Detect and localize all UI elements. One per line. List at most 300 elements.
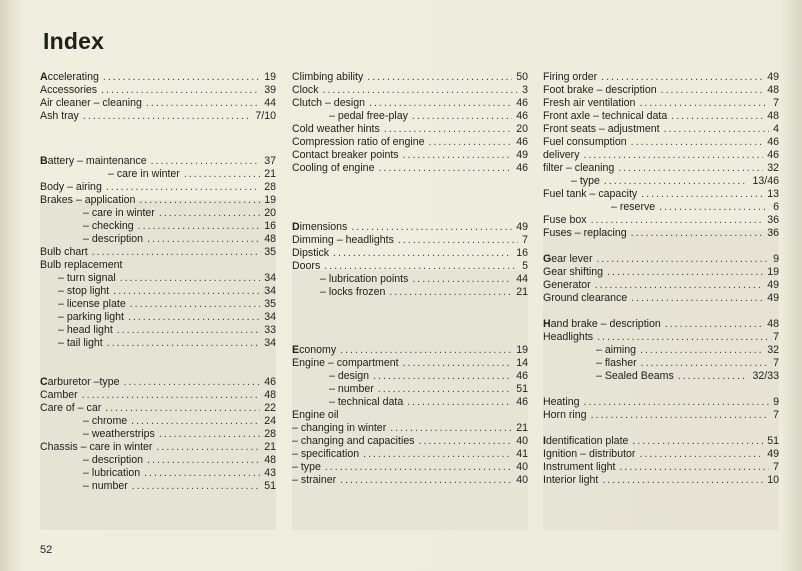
leader-dots (601, 71, 763, 84)
index-entry-page: 33 (264, 324, 276, 336)
index-group (40, 71, 276, 123)
entry-text: Ground clearance (543, 292, 628, 304)
index-entry (40, 402, 276, 415)
leader-dots (678, 370, 749, 383)
entry-text: – turn signal (58, 272, 116, 284)
index-entry-label (58, 311, 124, 324)
index-entry (292, 97, 528, 110)
section-letter: E (292, 344, 300, 356)
leader-dots (139, 194, 260, 207)
index-entry (543, 123, 779, 136)
entry-text: – stop light (58, 285, 110, 297)
entry-text: Generator (543, 279, 591, 291)
entry-text: Interior light (543, 474, 599, 486)
section-letter: H (543, 318, 551, 330)
entry-text: and brake – description (550, 318, 661, 330)
section-letter: B (40, 155, 48, 167)
index-entry-label (543, 279, 591, 292)
leader-dots (144, 467, 260, 480)
entry-text: Heating (543, 396, 580, 408)
index-entry-label (292, 136, 425, 149)
index-entry (292, 273, 528, 286)
leader-dots (147, 233, 260, 246)
leader-dots (659, 201, 769, 214)
index-entry-label (543, 461, 615, 474)
index-entry-label (40, 181, 102, 194)
index-entry-label (292, 84, 319, 97)
index-entry (543, 331, 779, 344)
entry-text: imensions (299, 221, 348, 233)
index-entry-page: 36 (767, 227, 779, 239)
leader-dots (403, 149, 513, 162)
index-entry-page: 32 (767, 344, 779, 356)
index-entry-page: 40 (516, 461, 528, 473)
index-entry (40, 97, 276, 110)
index-entry-label (329, 110, 408, 123)
index-entry (292, 409, 528, 422)
index-entry-page: 49 (516, 221, 528, 233)
index-entry-label (292, 247, 329, 260)
index-entry-label (543, 396, 580, 409)
index-entry-page: 48 (264, 233, 276, 245)
index-entry-label (292, 344, 336, 357)
index-entry-page: 46 (767, 136, 779, 148)
leader-dots (384, 123, 512, 136)
leader-dots (639, 448, 763, 461)
index-entry-page: 46 (767, 149, 779, 161)
index-entry-page: 21 (264, 441, 276, 453)
index-entry (543, 266, 779, 279)
index-entry-page: 35 (264, 298, 276, 310)
index-entry (292, 221, 528, 234)
index-group (292, 344, 528, 487)
index-entry (292, 162, 528, 175)
page-title: Index (43, 28, 105, 54)
index-entry-page: 19 (516, 344, 528, 356)
leader-dots (101, 84, 260, 97)
index-entry (292, 247, 528, 260)
section-letter: D (292, 221, 300, 233)
index-entry-page: 46 (516, 97, 528, 109)
index-entry-label (543, 292, 627, 305)
leader-dots (641, 357, 769, 370)
section-letter: C (40, 376, 48, 388)
index-column-2 (292, 71, 528, 487)
index-entry-label (40, 110, 79, 123)
leader-dots (113, 285, 260, 298)
leader-dots (82, 389, 261, 402)
index-entry-label (329, 396, 403, 409)
index-entry-label (543, 253, 592, 266)
index-entry (40, 324, 276, 337)
index-column-1 (40, 71, 276, 493)
index-entry (543, 396, 779, 409)
index-entry (543, 474, 779, 487)
entry-text: Instrument light (543, 461, 616, 473)
index-entry (543, 201, 779, 214)
index-entry-page: 6 (773, 201, 779, 213)
index-entry (40, 259, 276, 272)
leader-dots (584, 396, 770, 409)
leader-dots (661, 84, 764, 97)
leader-dots (367, 71, 512, 84)
index-entry (292, 234, 528, 247)
leader-dots (618, 162, 763, 175)
entry-text: ccelerating (47, 71, 99, 83)
entry-text: attery – maintenance (47, 155, 147, 167)
entry-text: – care in winter (108, 168, 180, 180)
index-entry-label (543, 136, 627, 149)
leader-dots (398, 234, 518, 247)
leader-dots (632, 435, 763, 448)
leader-dots (584, 149, 764, 162)
index-entry-page: 46 (516, 162, 528, 174)
index-entry (292, 396, 528, 409)
entry-text: Fuse box (543, 214, 587, 226)
index-entry-label (40, 376, 120, 389)
index-entry-page: 13 (767, 188, 779, 200)
index-entry (40, 480, 276, 493)
index-entry (40, 71, 276, 84)
entry-text: Bulb chart (40, 246, 88, 258)
leader-dots (147, 454, 260, 467)
index-entry-page: 46 (516, 110, 528, 122)
entry-text: – number (83, 480, 128, 492)
index-entry-label (543, 474, 598, 487)
entry-text: Engine oil (292, 409, 339, 421)
entry-text: Climbing ability (292, 71, 364, 83)
entry-text: Brakes – application (40, 194, 136, 206)
leader-dots (130, 298, 260, 311)
index-entry (40, 233, 276, 246)
entry-text: – number (329, 383, 374, 395)
leader-dots (92, 246, 261, 259)
index-entry (543, 136, 779, 149)
entry-text: Cooling of engine (292, 162, 375, 174)
entry-text: Front axle – technical data (543, 110, 668, 122)
entry-text: – technical data (329, 396, 404, 408)
entry-text: Fuel tank – capacity (543, 188, 638, 200)
index-entry-page: 48 (767, 110, 779, 122)
leader-dots (351, 221, 512, 234)
entry-text: Firing order (543, 71, 598, 83)
index-entry (40, 389, 276, 402)
index-entry (543, 162, 779, 175)
index-entry (292, 435, 528, 448)
entry-text: ear lever (551, 253, 593, 265)
entry-text: arburetor –type (47, 376, 120, 388)
index-entry-page: 3 (522, 84, 528, 96)
index-entry-label (40, 441, 152, 454)
index-entry (292, 136, 528, 149)
index-entry-label (543, 162, 614, 175)
entry-text: – care in winter (83, 207, 155, 219)
page-number: 52 (40, 544, 53, 556)
index-entry-page: 49 (767, 292, 779, 304)
entry-text: – type (292, 461, 321, 473)
index-entry (543, 370, 779, 383)
index-entry (292, 260, 528, 273)
index-entry-label (543, 84, 657, 97)
index-group (40, 376, 276, 493)
leader-dots (323, 84, 519, 97)
index-entry-label (58, 337, 103, 350)
leader-dots (596, 253, 769, 266)
index-entry-label (596, 357, 637, 370)
index-entry-label (40, 71, 99, 84)
entry-text: – license plate (58, 298, 126, 310)
index-entry-label (292, 221, 347, 234)
index-entry-label (58, 324, 113, 337)
leader-dots (138, 220, 261, 233)
leader-dots (159, 207, 260, 220)
index-entry-page: 34 (264, 272, 276, 284)
index-entry (543, 84, 779, 97)
index-entry (292, 71, 528, 84)
index-entry (40, 207, 276, 220)
entry-text: – description (83, 233, 144, 245)
index-entry-label (40, 402, 101, 415)
leader-dots (664, 123, 770, 136)
entry-text: Foot brake – description (543, 84, 657, 96)
entry-text: – specification (292, 448, 360, 460)
index-entry-page: 16 (516, 247, 528, 259)
index-entry-label (543, 214, 587, 227)
index-entry-page: 49 (516, 149, 528, 161)
index-entry (543, 97, 779, 110)
index-entry-page: 13/46 (752, 175, 779, 187)
entry-text: – parking light (58, 311, 124, 323)
entry-text: Contact breaker points (292, 149, 399, 161)
index-entry (543, 253, 779, 266)
entry-text: Compression ratio of engine (292, 136, 425, 148)
index-entry (40, 441, 276, 454)
entry-text: Engine – compartment (292, 357, 399, 369)
leader-dots (378, 383, 512, 396)
index-group (543, 435, 779, 487)
index-entry (292, 461, 528, 474)
index-entry-page: 4 (773, 123, 779, 135)
index-group (543, 318, 779, 383)
index-entry-page: 19 (264, 71, 276, 83)
index-entry-label (543, 409, 587, 422)
index-entry (543, 214, 779, 227)
index-entry (543, 71, 779, 84)
entry-text: Dipstick (292, 247, 330, 259)
index-entry-page: 48 (264, 454, 276, 466)
index-entry-label (543, 71, 597, 84)
leader-dots (641, 188, 763, 201)
entry-text: Headlights (543, 331, 594, 343)
leader-dots (107, 337, 260, 350)
entry-text: Ash tray (40, 110, 79, 122)
leader-dots (665, 318, 763, 331)
index-entry-label (320, 273, 408, 286)
index-entry-page: 19 (264, 194, 276, 206)
index-entry (543, 149, 779, 162)
index-entry-label (543, 123, 660, 136)
entry-text: Body – airing (40, 181, 102, 193)
index-entry-label (543, 448, 635, 461)
entry-text: Front seats – adjustment (543, 123, 660, 135)
section-letter: I (543, 435, 546, 447)
leader-dots (363, 448, 512, 461)
index-entry (40, 285, 276, 298)
leader-dots (671, 110, 763, 123)
index-entry-label (596, 370, 674, 383)
index-entry-page: 24 (264, 415, 276, 427)
index-entry-label (292, 162, 374, 175)
index-entry (543, 227, 779, 240)
entry-text: – weatherstrips (83, 428, 155, 440)
leader-dots (631, 292, 763, 305)
index-entry-page: 20 (264, 207, 276, 219)
index-entry (543, 357, 779, 370)
index-entry-label (320, 286, 385, 299)
entry-text: – strainer (292, 474, 337, 486)
index-entry-page: 46 (516, 136, 528, 148)
entry-text: Chassis – care in winter (40, 441, 153, 453)
entry-text: Fuel consumption (543, 136, 627, 148)
entry-text: Care of – car (40, 402, 102, 414)
index-entry-page: 21 (516, 422, 528, 434)
index-entry-page: 35 (264, 246, 276, 258)
leader-dots (378, 162, 512, 175)
index-entry-page: 49 (767, 71, 779, 83)
section-letter: G (543, 253, 552, 265)
index-group (543, 253, 779, 305)
index-entry-page: 21 (516, 286, 528, 298)
index-entry-label (83, 454, 143, 467)
leader-dots (333, 247, 512, 260)
index-entry (40, 337, 276, 350)
index-entry (543, 318, 779, 331)
index-entry-label (292, 260, 320, 273)
index-entry-label (40, 194, 135, 207)
leader-dots (124, 376, 261, 389)
entry-text: Air cleaner – cleaning (40, 97, 142, 109)
index-entry (292, 123, 528, 136)
entry-text: – tail light (58, 337, 103, 349)
index-entry-label (292, 409, 339, 422)
index-group (40, 155, 276, 350)
entry-text: – chrome (83, 415, 128, 427)
index-entry (543, 409, 779, 422)
index-entry (40, 454, 276, 467)
index-entry-label (596, 344, 636, 357)
index-entry-page: 28 (264, 181, 276, 193)
index-entry-label (329, 370, 369, 383)
index-entry-page: 22 (264, 402, 276, 414)
entry-text: – design (329, 370, 370, 382)
index-entry-label (40, 97, 142, 110)
index-entry-page: 7 (773, 461, 779, 473)
index-entry (40, 298, 276, 311)
index-entry-page: 46 (516, 370, 528, 382)
leader-dots (412, 110, 512, 123)
index-entry (40, 428, 276, 441)
index-entry (543, 344, 779, 357)
index-entry (543, 188, 779, 201)
index-entry-page: 32 (767, 162, 779, 174)
index-entry-page: 7 (522, 234, 528, 246)
entry-text: – aiming (596, 344, 637, 356)
entry-text: – reserve (611, 201, 656, 213)
entry-text: Ignition – distributor (543, 448, 636, 460)
leader-dots (103, 71, 260, 84)
index-entry (40, 155, 276, 168)
entry-text: Horn ring (543, 409, 587, 421)
leader-dots (619, 461, 769, 474)
index-entry-page: 34 (264, 337, 276, 349)
index-entry-label (83, 233, 143, 246)
index-entry-label (543, 188, 637, 201)
index-entry-page: 10 (767, 474, 779, 486)
entry-text: – head light (58, 324, 113, 336)
index-entry-page: 49 (767, 448, 779, 460)
index-entry-page: 51 (767, 435, 779, 447)
index-entry-label (40, 259, 122, 272)
index-entry-label (543, 435, 628, 448)
index-entry-label (543, 227, 627, 240)
leader-dots (132, 480, 260, 493)
leader-dots (184, 168, 260, 181)
index-column-3 (543, 71, 779, 487)
index-entry-label (108, 168, 180, 181)
leader-dots (591, 409, 770, 422)
index-entry-label (83, 220, 134, 233)
index-entry-label (571, 175, 600, 188)
index-entry (292, 448, 528, 461)
index-entry (543, 448, 779, 461)
index-entry-label (543, 110, 667, 123)
index-entry (292, 286, 528, 299)
index-entry-page: 5 (522, 260, 528, 272)
entry-text: conomy (299, 344, 337, 356)
leader-dots (156, 441, 260, 454)
entry-text: dentification plate (545, 435, 629, 447)
entry-text: filter – cleaning (543, 162, 615, 174)
index-entry (543, 175, 779, 188)
leader-dots (429, 136, 513, 149)
index-entry (40, 194, 276, 207)
section-letter: A (40, 71, 48, 83)
index-entry-label (543, 331, 593, 344)
leader-dots (390, 422, 512, 435)
leader-dots (324, 260, 518, 273)
leader-dots (159, 428, 260, 441)
index-entry-page: 20 (516, 123, 528, 135)
index-entry-page: 39 (264, 84, 276, 96)
entry-text: – changing and capacities (292, 435, 415, 447)
index-entry-label (543, 97, 635, 110)
index-entry-page: 51 (264, 480, 276, 492)
leader-dots (146, 97, 260, 110)
index-entry (543, 461, 779, 474)
index-entry (292, 422, 528, 435)
index-entry-label (292, 357, 399, 370)
index-entry-label (543, 318, 661, 331)
index-entry-label (292, 448, 359, 461)
leader-dots (595, 279, 764, 292)
index-entry-page: 32/33 (752, 370, 779, 382)
index-entry-page: 28 (264, 428, 276, 440)
index-entry-label (83, 428, 155, 441)
index-entry-page: 51 (516, 383, 528, 395)
index-entry (40, 311, 276, 324)
leader-dots (131, 415, 260, 428)
index-group (543, 396, 779, 422)
